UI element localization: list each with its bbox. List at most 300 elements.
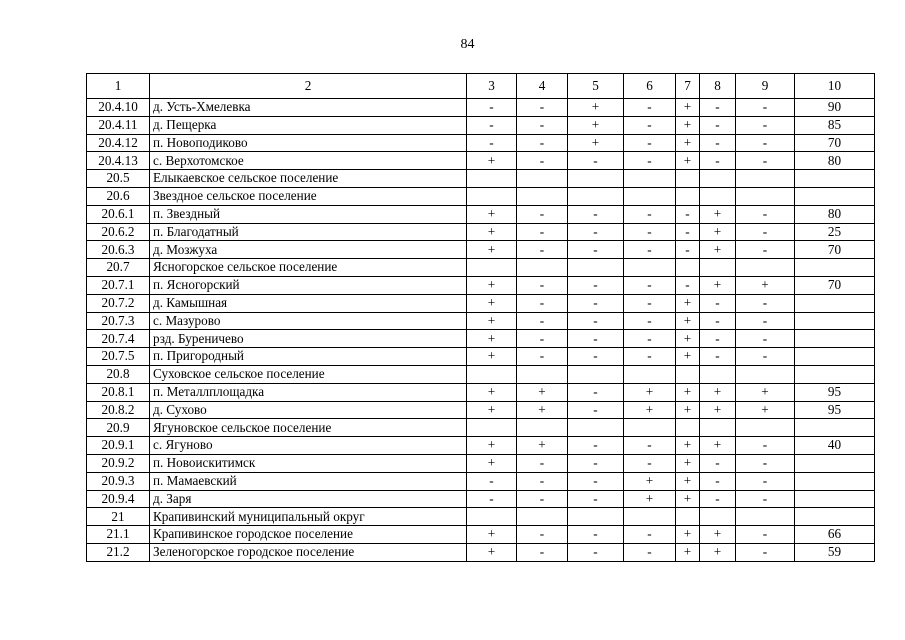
table-row (87, 116, 875, 134)
value-cell (736, 259, 795, 277)
value-cell (517, 259, 568, 277)
value-cell (624, 187, 676, 205)
value-cell (700, 259, 736, 277)
value-cell (624, 259, 676, 277)
value-cell: + (467, 276, 517, 294)
value-cell: 70 (795, 276, 875, 294)
settlement-name-cell: Звездное сельское поселение (150, 187, 467, 205)
row-number-cell: 20.6.2 (87, 223, 150, 241)
settlement-name-cell: Ягуновское сельское поселение (150, 419, 467, 437)
value-cell: - (700, 134, 736, 152)
settlement-name-cell: д. Сухово (150, 401, 467, 419)
value-cell: + (736, 401, 795, 419)
value-cell: + (700, 543, 736, 561)
value-cell: + (467, 401, 517, 419)
settlement-name-cell: Крапивинское городское поселение (150, 526, 467, 544)
value-cell (624, 508, 676, 526)
value-cell: + (517, 437, 568, 455)
value-cell (700, 419, 736, 437)
value-cell: - (568, 241, 624, 259)
value-cell: - (517, 116, 568, 134)
value-cell: - (624, 276, 676, 294)
value-cell (676, 508, 700, 526)
value-cell (795, 294, 875, 312)
column-header-10: 10 (795, 74, 875, 99)
value-cell (700, 187, 736, 205)
value-cell: 25 (795, 223, 875, 241)
row-number-cell: 20.7.5 (87, 348, 150, 366)
table-header-row (87, 74, 875, 99)
table-row (87, 241, 875, 259)
value-cell: 85 (795, 116, 875, 134)
table-row (87, 437, 875, 455)
value-cell: + (624, 490, 676, 508)
row-number-cell: 20.8.2 (87, 401, 150, 419)
value-cell: - (736, 116, 795, 134)
value-cell: + (676, 490, 700, 508)
value-cell (467, 508, 517, 526)
value-cell: 95 (795, 383, 875, 401)
value-cell: - (517, 490, 568, 508)
table-row (87, 526, 875, 544)
value-cell: - (517, 276, 568, 294)
value-cell: + (676, 312, 700, 330)
value-cell: - (736, 152, 795, 170)
value-cell (676, 259, 700, 277)
value-cell (795, 312, 875, 330)
value-cell: - (624, 526, 676, 544)
value-cell: - (624, 543, 676, 561)
value-cell: + (736, 383, 795, 401)
table-row (87, 312, 875, 330)
row-number-cell: 20.6.1 (87, 205, 150, 223)
value-cell: + (467, 294, 517, 312)
value-cell: - (736, 330, 795, 348)
value-cell (795, 348, 875, 366)
value-cell: - (568, 490, 624, 508)
value-cell: - (700, 472, 736, 490)
value-cell: - (467, 99, 517, 117)
value-cell: + (700, 526, 736, 544)
table-row (87, 294, 875, 312)
value-cell: - (568, 294, 624, 312)
table-row (87, 454, 875, 472)
value-cell (568, 259, 624, 277)
value-cell: - (736, 543, 795, 561)
value-cell: + (676, 152, 700, 170)
value-cell: - (624, 223, 676, 241)
value-cell: - (700, 152, 736, 170)
value-cell: - (700, 116, 736, 134)
value-cell: - (517, 223, 568, 241)
table-row (87, 223, 875, 241)
value-cell (624, 419, 676, 437)
value-cell: + (700, 241, 736, 259)
value-cell (568, 170, 624, 188)
value-cell: - (517, 241, 568, 259)
column-header-7: 7 (676, 74, 700, 99)
value-cell: 95 (795, 401, 875, 419)
value-cell: - (517, 330, 568, 348)
settlement-name-cell: рзд. Буреничево (150, 330, 467, 348)
column-header-2: 2 (150, 74, 467, 99)
value-cell: - (736, 99, 795, 117)
value-cell: 40 (795, 437, 875, 455)
value-cell: - (568, 454, 624, 472)
value-cell (624, 365, 676, 383)
value-cell: + (676, 294, 700, 312)
value-cell: - (736, 454, 795, 472)
value-cell: - (568, 526, 624, 544)
value-cell: - (676, 205, 700, 223)
value-cell: + (568, 116, 624, 134)
value-cell (700, 508, 736, 526)
value-cell: + (624, 383, 676, 401)
value-cell (736, 508, 795, 526)
value-cell: + (676, 401, 700, 419)
value-cell: + (676, 383, 700, 401)
value-cell: - (517, 312, 568, 330)
table-row (87, 348, 875, 366)
settlements-table (86, 73, 875, 562)
row-number-cell: 20.4.11 (87, 116, 150, 134)
value-cell (568, 508, 624, 526)
value-cell: - (517, 543, 568, 561)
row-number-cell: 20.8.1 (87, 383, 150, 401)
value-cell: 66 (795, 526, 875, 544)
value-cell: - (736, 205, 795, 223)
value-cell: - (700, 348, 736, 366)
column-header-4: 4 (517, 74, 568, 99)
value-cell: + (700, 437, 736, 455)
value-cell: - (736, 312, 795, 330)
table-row (87, 134, 875, 152)
value-cell: - (517, 99, 568, 117)
value-cell (795, 508, 875, 526)
value-cell: + (517, 383, 568, 401)
value-cell: + (517, 401, 568, 419)
row-number-cell: 20.5 (87, 170, 150, 188)
value-cell: + (700, 401, 736, 419)
value-cell: - (517, 294, 568, 312)
value-cell: - (700, 99, 736, 117)
column-header-3: 3 (467, 74, 517, 99)
row-number-cell: 21.2 (87, 543, 150, 561)
value-cell (736, 419, 795, 437)
value-cell (700, 365, 736, 383)
table-row (87, 365, 875, 383)
value-cell: + (467, 205, 517, 223)
value-cell: + (700, 276, 736, 294)
value-cell: - (700, 454, 736, 472)
value-cell: + (676, 543, 700, 561)
value-cell (568, 419, 624, 437)
row-number-cell: 20.9.1 (87, 437, 150, 455)
value-cell: - (517, 152, 568, 170)
table-row (87, 205, 875, 223)
row-number-cell: 20.7.1 (87, 276, 150, 294)
value-cell: + (624, 472, 676, 490)
value-cell: + (676, 526, 700, 544)
value-cell: - (517, 526, 568, 544)
value-cell: - (736, 348, 795, 366)
value-cell (676, 419, 700, 437)
settlement-name-cell: п. Благодатный (150, 223, 467, 241)
value-cell: + (736, 276, 795, 294)
value-cell: - (700, 330, 736, 348)
value-cell: + (467, 152, 517, 170)
table-row (87, 170, 875, 188)
settlement-name-cell: п. Пригородный (150, 348, 467, 366)
value-cell: + (568, 99, 624, 117)
value-cell: + (467, 543, 517, 561)
settlement-name-cell: д. Мозжуха (150, 241, 467, 259)
value-cell: - (624, 348, 676, 366)
value-cell: - (736, 472, 795, 490)
row-number-cell: 20.7 (87, 259, 150, 277)
value-cell: - (517, 134, 568, 152)
table-row (87, 490, 875, 508)
row-number-cell: 20.7.3 (87, 312, 150, 330)
row-number-cell: 20.7.2 (87, 294, 150, 312)
table-body (87, 74, 875, 562)
value-cell (795, 330, 875, 348)
settlement-name-cell: Зеленогорское городское поселение (150, 543, 467, 561)
row-number-cell: 20.9.4 (87, 490, 150, 508)
value-cell: + (467, 241, 517, 259)
column-header-9: 9 (736, 74, 795, 99)
row-number-cell: 20.9.2 (87, 454, 150, 472)
value-cell: - (676, 223, 700, 241)
row-number-cell: 20.4.13 (87, 152, 150, 170)
value-cell: + (467, 454, 517, 472)
value-cell: + (467, 437, 517, 455)
value-cell: - (517, 205, 568, 223)
table-row (87, 401, 875, 419)
settlement-name-cell: с. Ягуново (150, 437, 467, 455)
table-row (87, 330, 875, 348)
settlement-name-cell: д. Заря (150, 490, 467, 508)
value-cell (795, 454, 875, 472)
settlement-name-cell: Елыкаевское сельское поселение (150, 170, 467, 188)
value-cell: + (676, 134, 700, 152)
value-cell: + (676, 348, 700, 366)
row-number-cell: 20.6 (87, 187, 150, 205)
row-number-cell: 20.9 (87, 419, 150, 437)
value-cell: - (676, 241, 700, 259)
value-cell (795, 259, 875, 277)
value-cell (736, 170, 795, 188)
table-row (87, 472, 875, 490)
value-cell: - (568, 152, 624, 170)
settlement-name-cell: с. Верхотомское (150, 152, 467, 170)
settlement-name-cell: д. Камышная (150, 294, 467, 312)
value-cell (676, 365, 700, 383)
value-cell: - (624, 330, 676, 348)
settlement-name-cell: п. Металлплощадка (150, 383, 467, 401)
value-cell: + (467, 383, 517, 401)
value-cell: 80 (795, 152, 875, 170)
value-cell: - (568, 330, 624, 348)
value-cell: - (736, 241, 795, 259)
value-cell: - (568, 276, 624, 294)
row-number-cell: 20.8 (87, 365, 150, 383)
value-cell: - (736, 437, 795, 455)
value-cell: + (467, 312, 517, 330)
value-cell: - (700, 294, 736, 312)
value-cell (568, 365, 624, 383)
value-cell (795, 490, 875, 508)
table-row (87, 276, 875, 294)
value-cell (795, 187, 875, 205)
value-cell (517, 419, 568, 437)
value-cell: + (467, 526, 517, 544)
value-cell: - (517, 472, 568, 490)
value-cell (736, 187, 795, 205)
column-header-1: 1 (87, 74, 150, 99)
value-cell (517, 365, 568, 383)
value-cell (676, 170, 700, 188)
value-cell: - (736, 223, 795, 241)
value-cell (795, 365, 875, 383)
value-cell: - (467, 134, 517, 152)
value-cell: - (467, 116, 517, 134)
value-cell: - (624, 152, 676, 170)
value-cell: - (700, 312, 736, 330)
value-cell (736, 365, 795, 383)
table-row (87, 543, 875, 561)
row-number-cell: 20.4.10 (87, 99, 150, 117)
value-cell: - (568, 437, 624, 455)
page-number: 84 (460, 37, 475, 52)
column-header-5: 5 (568, 74, 624, 99)
value-cell: - (624, 134, 676, 152)
table-row (87, 187, 875, 205)
value-cell (568, 187, 624, 205)
value-cell: - (624, 294, 676, 312)
value-cell (624, 170, 676, 188)
value-cell (517, 508, 568, 526)
value-cell (517, 170, 568, 188)
row-number-cell: 20.6.3 (87, 241, 150, 259)
value-cell (795, 472, 875, 490)
settlement-name-cell: п. Мамаевский (150, 472, 467, 490)
value-cell: 90 (795, 99, 875, 117)
value-cell: 70 (795, 134, 875, 152)
settlement-name-cell: п. Новоискитимск (150, 454, 467, 472)
value-cell (795, 419, 875, 437)
value-cell: - (700, 490, 736, 508)
value-cell: - (624, 99, 676, 117)
table-row (87, 99, 875, 117)
value-cell (467, 259, 517, 277)
value-cell: - (568, 401, 624, 419)
value-cell: + (676, 454, 700, 472)
value-cell: + (624, 401, 676, 419)
value-cell: 80 (795, 205, 875, 223)
value-cell: - (517, 454, 568, 472)
value-cell: - (568, 312, 624, 330)
value-cell (467, 170, 517, 188)
value-cell: + (676, 330, 700, 348)
table-row (87, 259, 875, 277)
settlement-name-cell: д. Пещерка (150, 116, 467, 134)
row-number-cell: 21.1 (87, 526, 150, 544)
column-header-8: 8 (700, 74, 736, 99)
value-cell: + (676, 437, 700, 455)
value-cell: - (676, 276, 700, 294)
value-cell: - (736, 134, 795, 152)
column-header-6: 6 (624, 74, 676, 99)
value-cell: - (736, 294, 795, 312)
row-number-cell: 20.4.12 (87, 134, 150, 152)
value-cell: - (568, 472, 624, 490)
value-cell (700, 170, 736, 188)
value-cell (517, 187, 568, 205)
settlement-name-cell: д. Усть-Хмелевка (150, 99, 467, 117)
settlement-name-cell: п. Ясногорский (150, 276, 467, 294)
value-cell: + (676, 472, 700, 490)
settlement-name-cell: Суховское сельское поселение (150, 365, 467, 383)
value-cell: 70 (795, 241, 875, 259)
value-cell: - (568, 348, 624, 366)
value-cell: - (467, 472, 517, 490)
value-cell: + (676, 116, 700, 134)
value-cell: + (467, 348, 517, 366)
value-cell (676, 187, 700, 205)
value-cell: - (624, 454, 676, 472)
value-cell: + (700, 383, 736, 401)
value-cell (467, 365, 517, 383)
settlement-name-cell: с. Мазурово (150, 312, 467, 330)
value-cell: - (624, 116, 676, 134)
settlement-name-cell: Ясногорское сельское поселение (150, 259, 467, 277)
settlement-name-cell: п. Новоподиково (150, 134, 467, 152)
value-cell: - (624, 312, 676, 330)
row-number-cell: 20.7.4 (87, 330, 150, 348)
value-cell (467, 419, 517, 437)
value-cell (467, 187, 517, 205)
value-cell: - (568, 543, 624, 561)
value-cell: - (624, 241, 676, 259)
value-cell: - (624, 205, 676, 223)
row-number-cell: 21 (87, 508, 150, 526)
table-row (87, 383, 875, 401)
value-cell: + (467, 223, 517, 241)
value-cell: - (624, 437, 676, 455)
settlement-name-cell: Крапивинский муниципальный округ (150, 508, 467, 526)
value-cell: 59 (795, 543, 875, 561)
row-number-cell: 20.9.3 (87, 472, 150, 490)
value-cell: - (568, 383, 624, 401)
value-cell: - (736, 490, 795, 508)
value-cell: - (568, 223, 624, 241)
value-cell: - (568, 205, 624, 223)
value-cell: + (568, 134, 624, 152)
value-cell: + (700, 223, 736, 241)
table-row (87, 152, 875, 170)
value-cell: - (736, 526, 795, 544)
value-cell (795, 170, 875, 188)
value-cell: - (467, 490, 517, 508)
value-cell: + (467, 330, 517, 348)
table-row (87, 419, 875, 437)
settlement-name-cell: п. Звездный (150, 205, 467, 223)
table-row (87, 508, 875, 526)
value-cell: + (676, 99, 700, 117)
value-cell: - (517, 348, 568, 366)
value-cell: + (700, 205, 736, 223)
